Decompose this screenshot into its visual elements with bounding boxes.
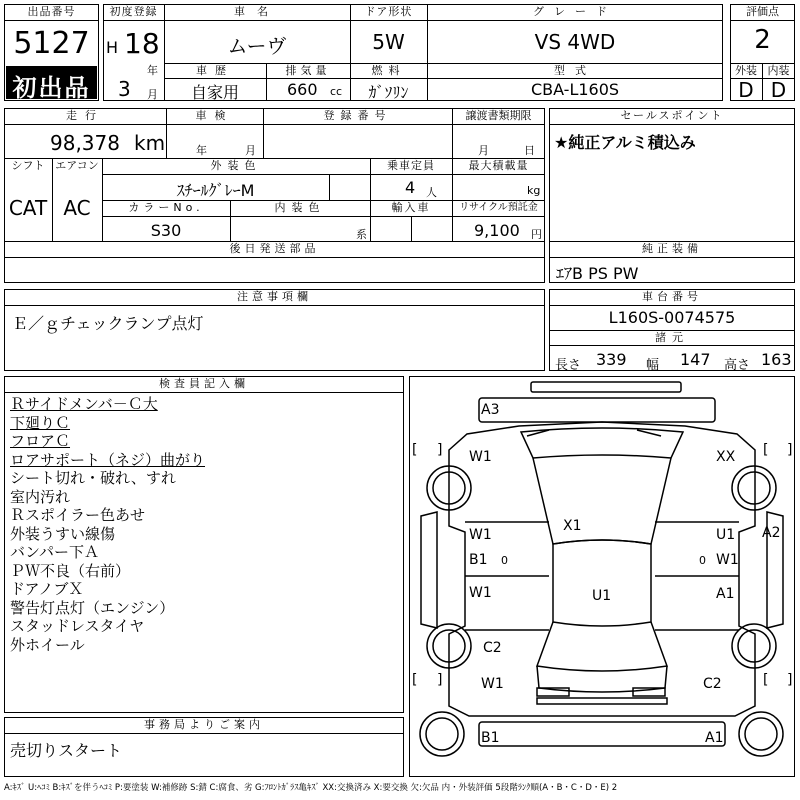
import-label: 輸入車 — [391, 201, 431, 214]
mark-c2-right: C2 — [703, 676, 722, 692]
mark-xx: XX — [716, 449, 736, 465]
interior-label: 内装 — [767, 64, 790, 77]
car-diagram — [409, 376, 795, 777]
era-letter: H — [106, 38, 119, 57]
svg-text:[: [ — [412, 442, 418, 458]
score-label: 評価点 — [746, 5, 779, 18]
displacement-label: 排気量 — [285, 64, 331, 77]
score: 2 — [754, 25, 771, 55]
mark-w1-left-door1: W1 — [469, 527, 492, 543]
exterior-label: 外装 — [735, 64, 757, 77]
inspector-note: ドアノブＸ — [10, 580, 84, 598]
svg-text:[: [ — [412, 672, 418, 688]
grade: VS 4WD — [534, 30, 616, 54]
mark-w1-rear-left: W1 — [481, 676, 504, 692]
displacement: 660 — [287, 80, 318, 99]
later-parts-label: 後日発送部品 — [229, 242, 320, 255]
model: CBA-L160S — [530, 80, 620, 99]
exterior-color-label: 外装色 — [210, 159, 262, 172]
sales-point-box — [549, 108, 795, 242]
mileage: 98,378 — [50, 131, 120, 155]
exterior-color: ｽﾁｰﾙｸﾞﾚｰM — [176, 181, 255, 200]
fuel-label: 燃料 — [371, 64, 406, 77]
mark-b1-left-door1: B1 — [469, 552, 488, 568]
capacity: 4 — [405, 178, 416, 197]
color-no: S30 — [150, 221, 182, 240]
recycle-unit: 円 — [531, 228, 542, 241]
inspector-note: スタッドレスタイヤ — [10, 617, 145, 635]
shift-value: CAT — [8, 196, 48, 220]
sales-point-text: ★純正アルミ積込み — [554, 133, 696, 152]
mark-w1-front-left: W1 — [469, 449, 492, 465]
door-label: ドア形状 — [364, 5, 413, 18]
color-no-label: カラーNo. — [128, 201, 204, 214]
inspector-note: Ｒスポイラー色あせ — [10, 506, 146, 524]
interior-color-label: 内装色 — [274, 201, 326, 214]
interior-color-unit: 系 — [356, 228, 367, 241]
mark-b1-bottom: B1 — [481, 730, 500, 746]
mark-c2-left: C2 — [483, 640, 502, 656]
mileage-unit: km — [134, 131, 166, 155]
transfer-day-unit: 日 — [524, 144, 535, 157]
chassis-number: L160S-0074575 — [608, 308, 736, 327]
inspector-note: 室内汚れ — [10, 487, 71, 506]
mark-a3: A3 — [481, 402, 500, 418]
mark-a1-right-door2: A1 — [716, 586, 735, 602]
chassis-label: 車台番号 — [642, 290, 702, 303]
genuine-label: 純正装備 — [642, 242, 702, 255]
fuel: ｶﾞｿﾘﾝ — [368, 83, 409, 102]
mark-u1-roof: U1 — [592, 588, 612, 604]
exterior-grade: D — [738, 78, 754, 102]
height-label: 高さ — [724, 358, 751, 373]
aircon-value: AC — [63, 196, 91, 220]
month-unit: 月 — [147, 88, 158, 101]
inspector-note: 警告灯点灯（エンジン） — [10, 598, 175, 617]
svg-text:[: [ — [763, 672, 769, 688]
legend: A:ｷｽﾞ U:ﾍｺﾐ B:ｷｽﾞを伴うﾍｺﾐ P:要塗装 W:補修跡 S:錆 C:腐食、劣 G:ﾌﾛﾝﾄｶﾞﾗｽ亀ｷｽﾞ XX:交換済み X:要交換 欠:欠品 内・外装評価 5段階ﾗﾝｸ順(A・B・C・D・E) 2 — [4, 783, 618, 793]
inspection-year-unit: 年 — [196, 144, 207, 157]
lot-label: 出品番号 — [27, 5, 76, 18]
capacity-unit: 人 — [426, 186, 437, 199]
length-label: 長さ — [555, 358, 582, 373]
mileage-label: 走行 — [66, 109, 104, 122]
inspection-label: 車検 — [195, 109, 234, 122]
caution-text: Ｅ／ｇチェックランプ点灯 — [12, 314, 204, 333]
car-name-label: 車名 — [234, 5, 280, 18]
year-unit: 年 — [147, 64, 158, 77]
svg-text:]: ] — [437, 442, 443, 458]
history: 自家用 — [190, 83, 239, 102]
door-type: 5W — [372, 30, 405, 54]
registration-label: 登録番号 — [323, 109, 392, 122]
svg-text:]: ] — [787, 672, 793, 688]
month-number: 3 — [118, 77, 131, 101]
mark-a2: A2 — [762, 525, 781, 541]
year-number: 18 — [124, 27, 160, 60]
inspector-note: シート切れ・破れ、すれ — [10, 469, 176, 487]
inspector-notes — [10, 395, 400, 654]
inspector-note: ロアサポート（ネジ）曲がり — [10, 450, 206, 469]
mark-w1-right-door1: W1 — [716, 552, 739, 568]
transfer-month-unit: 月 — [478, 144, 489, 157]
capacity-label: 乗車定員 — [387, 159, 435, 172]
sales-point-label: セールスポイント — [620, 109, 724, 122]
reg-label: 初度登録 — [109, 5, 158, 18]
height-value: 163 — [761, 350, 792, 369]
interior-grade: D — [770, 78, 787, 102]
svg-text:]: ] — [787, 442, 793, 458]
genuine-text: ｴｱB PS PW — [556, 264, 639, 283]
svg-text:0: 0 — [501, 554, 508, 567]
svg-text:[: [ — [763, 442, 769, 458]
aircon-label: エアコン — [55, 159, 99, 172]
mark-x1: X1 — [563, 518, 582, 534]
specs-label: 諸元 — [655, 331, 689, 344]
caution-label: 注意事項欄 — [237, 290, 312, 303]
transfer-label: 譲渡書類期限 — [465, 109, 532, 122]
svg-text:0: 0 — [699, 554, 706, 567]
mark-u1-right-door1: U1 — [716, 527, 736, 543]
car-name: ムーヴ — [227, 34, 287, 58]
inspector-note: ＰＷ不良（右前） — [10, 561, 131, 580]
first-listing-text: 初出品 — [12, 74, 91, 102]
inspector-note: Ｒサイドメンバ－Ｃ大 — [10, 395, 158, 413]
inspector-note: 外ホイール — [10, 635, 85, 654]
office-text: 売切りスタート — [10, 741, 123, 760]
width-value: 147 — [680, 350, 711, 369]
max-load-label: 最大積載量 — [468, 159, 529, 172]
inspector-note: フロアＣ — [10, 432, 71, 450]
inspector-note: 下廻りＣ — [10, 413, 71, 432]
shift-label: シフト — [11, 159, 45, 172]
inspector-label: 検査員記入欄 — [159, 377, 249, 390]
inspection-month-unit: 月 — [245, 144, 256, 157]
length-value: 339 — [596, 350, 627, 369]
width-label: 幅 — [646, 358, 660, 373]
recycle: 9,100 — [474, 221, 520, 240]
inspector-note: 外装うすい線傷 — [10, 524, 116, 543]
displacement-unit: cc — [330, 85, 343, 98]
lot-number: 5127 — [13, 26, 90, 61]
max-load-unit: kg — [527, 184, 541, 197]
grade-label: グレード — [533, 5, 617, 18]
office-label: 事務局よりご案内 — [144, 718, 264, 731]
details-box — [4, 108, 545, 242]
history-label: 車歴 — [196, 64, 234, 77]
recycle-label: リサイクル預託金 — [459, 202, 538, 213]
svg-text:]: ] — [437, 672, 443, 688]
mark-w1-left-door2: W1 — [469, 585, 492, 601]
mark-a1-bottom: A1 — [705, 730, 724, 746]
model-label: 型式 — [554, 64, 596, 77]
inspector-note: バンパー下Ａ — [10, 543, 99, 561]
